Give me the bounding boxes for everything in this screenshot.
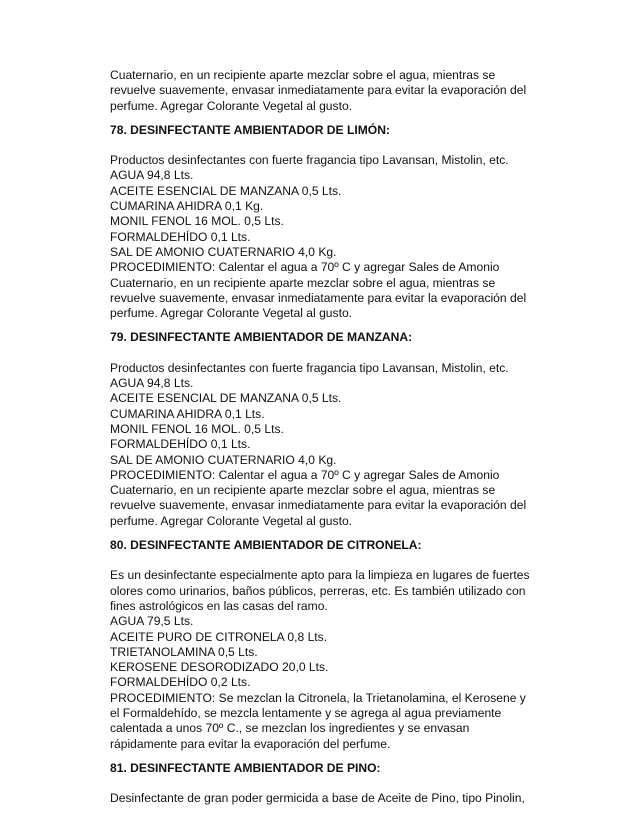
ingredient-line: SAL DE AMONIO CUATERNARIO 4,0 Kg. — [110, 244, 337, 259]
body-line: Productos desinfectantes con fuerte fragancia tipo Lavansan, Mistolin, etc. — [110, 153, 509, 168]
procedure-line: PROCEDIMIENTO: Calentar el agua a 70º C y agregar Sales de Amonio — [110, 467, 500, 482]
body-line: Desinfectante de gran poder germicida a base de Aceite de Pino, tipo Pinolin, — [110, 791, 525, 806]
procedure-line: calentada a unos 70º C., se mezclan los ingredientes y se envasan — [110, 721, 470, 736]
document-page — [110, 68, 530, 806]
intro-line: Cuaternario, en un recipiente aparte mezclar sobre el agua, mientras se — [110, 68, 496, 82]
procedure-line: PROCEDIMIENTO: Calentar el agua a 70º C y agregar Sales de Amonio — [110, 260, 500, 275]
intro-line: perfume. Agregar Colorante Vegetal al gusto. — [110, 98, 353, 113]
ingredient-line: AGUA 94,8 Lts. — [110, 376, 194, 391]
section-body — [110, 791, 530, 806]
procedure-line: Cuaternario, en un recipiente aparte mezclar sobre el agua, mientras se — [110, 275, 496, 290]
body-line: olores como urinarios, baños públicos, perreras, etc. Es también utilizado con — [110, 583, 526, 598]
body-line: Productos desinfectantes con fuerte fragancia tipo Lavansan, Mistolin, etc. — [110, 360, 509, 375]
ingredient-line: CUMARINA AHIDRA 0,1 Kg. — [110, 199, 264, 214]
section-body — [110, 361, 530, 529]
ingredient-line: FORMALDEHÍDO 0,1 Lts. — [110, 229, 251, 244]
ingredient-line: ACEITE ESENCIAL DE MANZANA 0,5 Lts. — [110, 391, 342, 406]
ingredient-line: KEROSENE DESORODIZADO 20,0 Lts. — [110, 660, 329, 675]
procedure-line: perfume. Agregar Colorante Vegetal al gusto. — [110, 306, 353, 321]
section-heading: 80. DESINFECTANTE AMBIENTADOR DE CITRONELA: — [110, 538, 422, 553]
section-heading: 79. DESINFECTANTE AMBIENTADOR DE MANZANA: — [110, 330, 413, 345]
ingredient-line: AGUA 94,8 Lts. — [110, 168, 194, 183]
ingredient-line: TRIETANOLAMINA 0,5 Lts. — [110, 644, 258, 659]
procedure-line: rápidamente para evitar la evaporación del perfume. — [110, 736, 391, 751]
ingredient-line: ACEITE PURO DE CITRONELA 0,8 Lts. — [110, 629, 328, 644]
ingredient-line: SAL DE AMONIO CUATERNARIO 4,0 Kg. — [110, 452, 337, 467]
body-line: fines astrológicos en las casas del ramo. — [110, 598, 328, 613]
ingredient-line: ACEITE ESENCIAL DE MANZANA 0,5 Lts. — [110, 183, 342, 198]
section-body — [110, 568, 530, 752]
procedure-line: PROCEDIMIENTO: Se mezclan la Citronela, la Trietanolamina, el Kerosene y — [110, 690, 526, 705]
ingredient-line: MONIL FENOL 16 MOL. 0,5 Lts. — [110, 421, 284, 436]
ingredient-line: FORMALDEHÍDO 0,1 Lts. — [110, 437, 251, 452]
section-heading: 78. DESINFECTANTE AMBIENTADOR DE LIMÓN: — [110, 122, 390, 137]
ingredient-line: AGUA 79,5 Lts. — [110, 614, 194, 629]
procedure-line: revuelve suavemente, envasar inmediatamente para evitar la evaporación del — [110, 498, 527, 513]
procedure-line: el Formaldehído, se mezcla lentamente y se agrega al agua previamente — [110, 705, 502, 720]
ingredient-line: CUMARINA AHIDRA 0,1 Lts. — [110, 406, 265, 421]
section-body — [110, 153, 530, 321]
ingredient-line: FORMALDEHÍDO 0,2 Lts. — [110, 675, 251, 690]
ingredient-line: MONIL FENOL 16 MOL. 0,5 Lts. — [110, 214, 284, 229]
procedure-line: Cuaternario, en un recipiente aparte mezclar sobre el agua, mientras se — [110, 483, 496, 498]
procedure-line: revuelve suavemente, envasar inmediatamente para evitar la evaporación del — [110, 290, 527, 305]
procedure-line: perfume. Agregar Colorante Vegetal al gusto. — [110, 513, 353, 528]
intro-line: revuelve suavemente, envasar inmediatamente para evitar la evaporación del — [110, 83, 527, 98]
body-line: Es un desinfectante especialmente apto para la limpieza en lugares de fuertes — [110, 568, 530, 583]
section-heading: 81. DESINFECTANTE AMBIENTADOR DE PINO: — [110, 760, 381, 775]
